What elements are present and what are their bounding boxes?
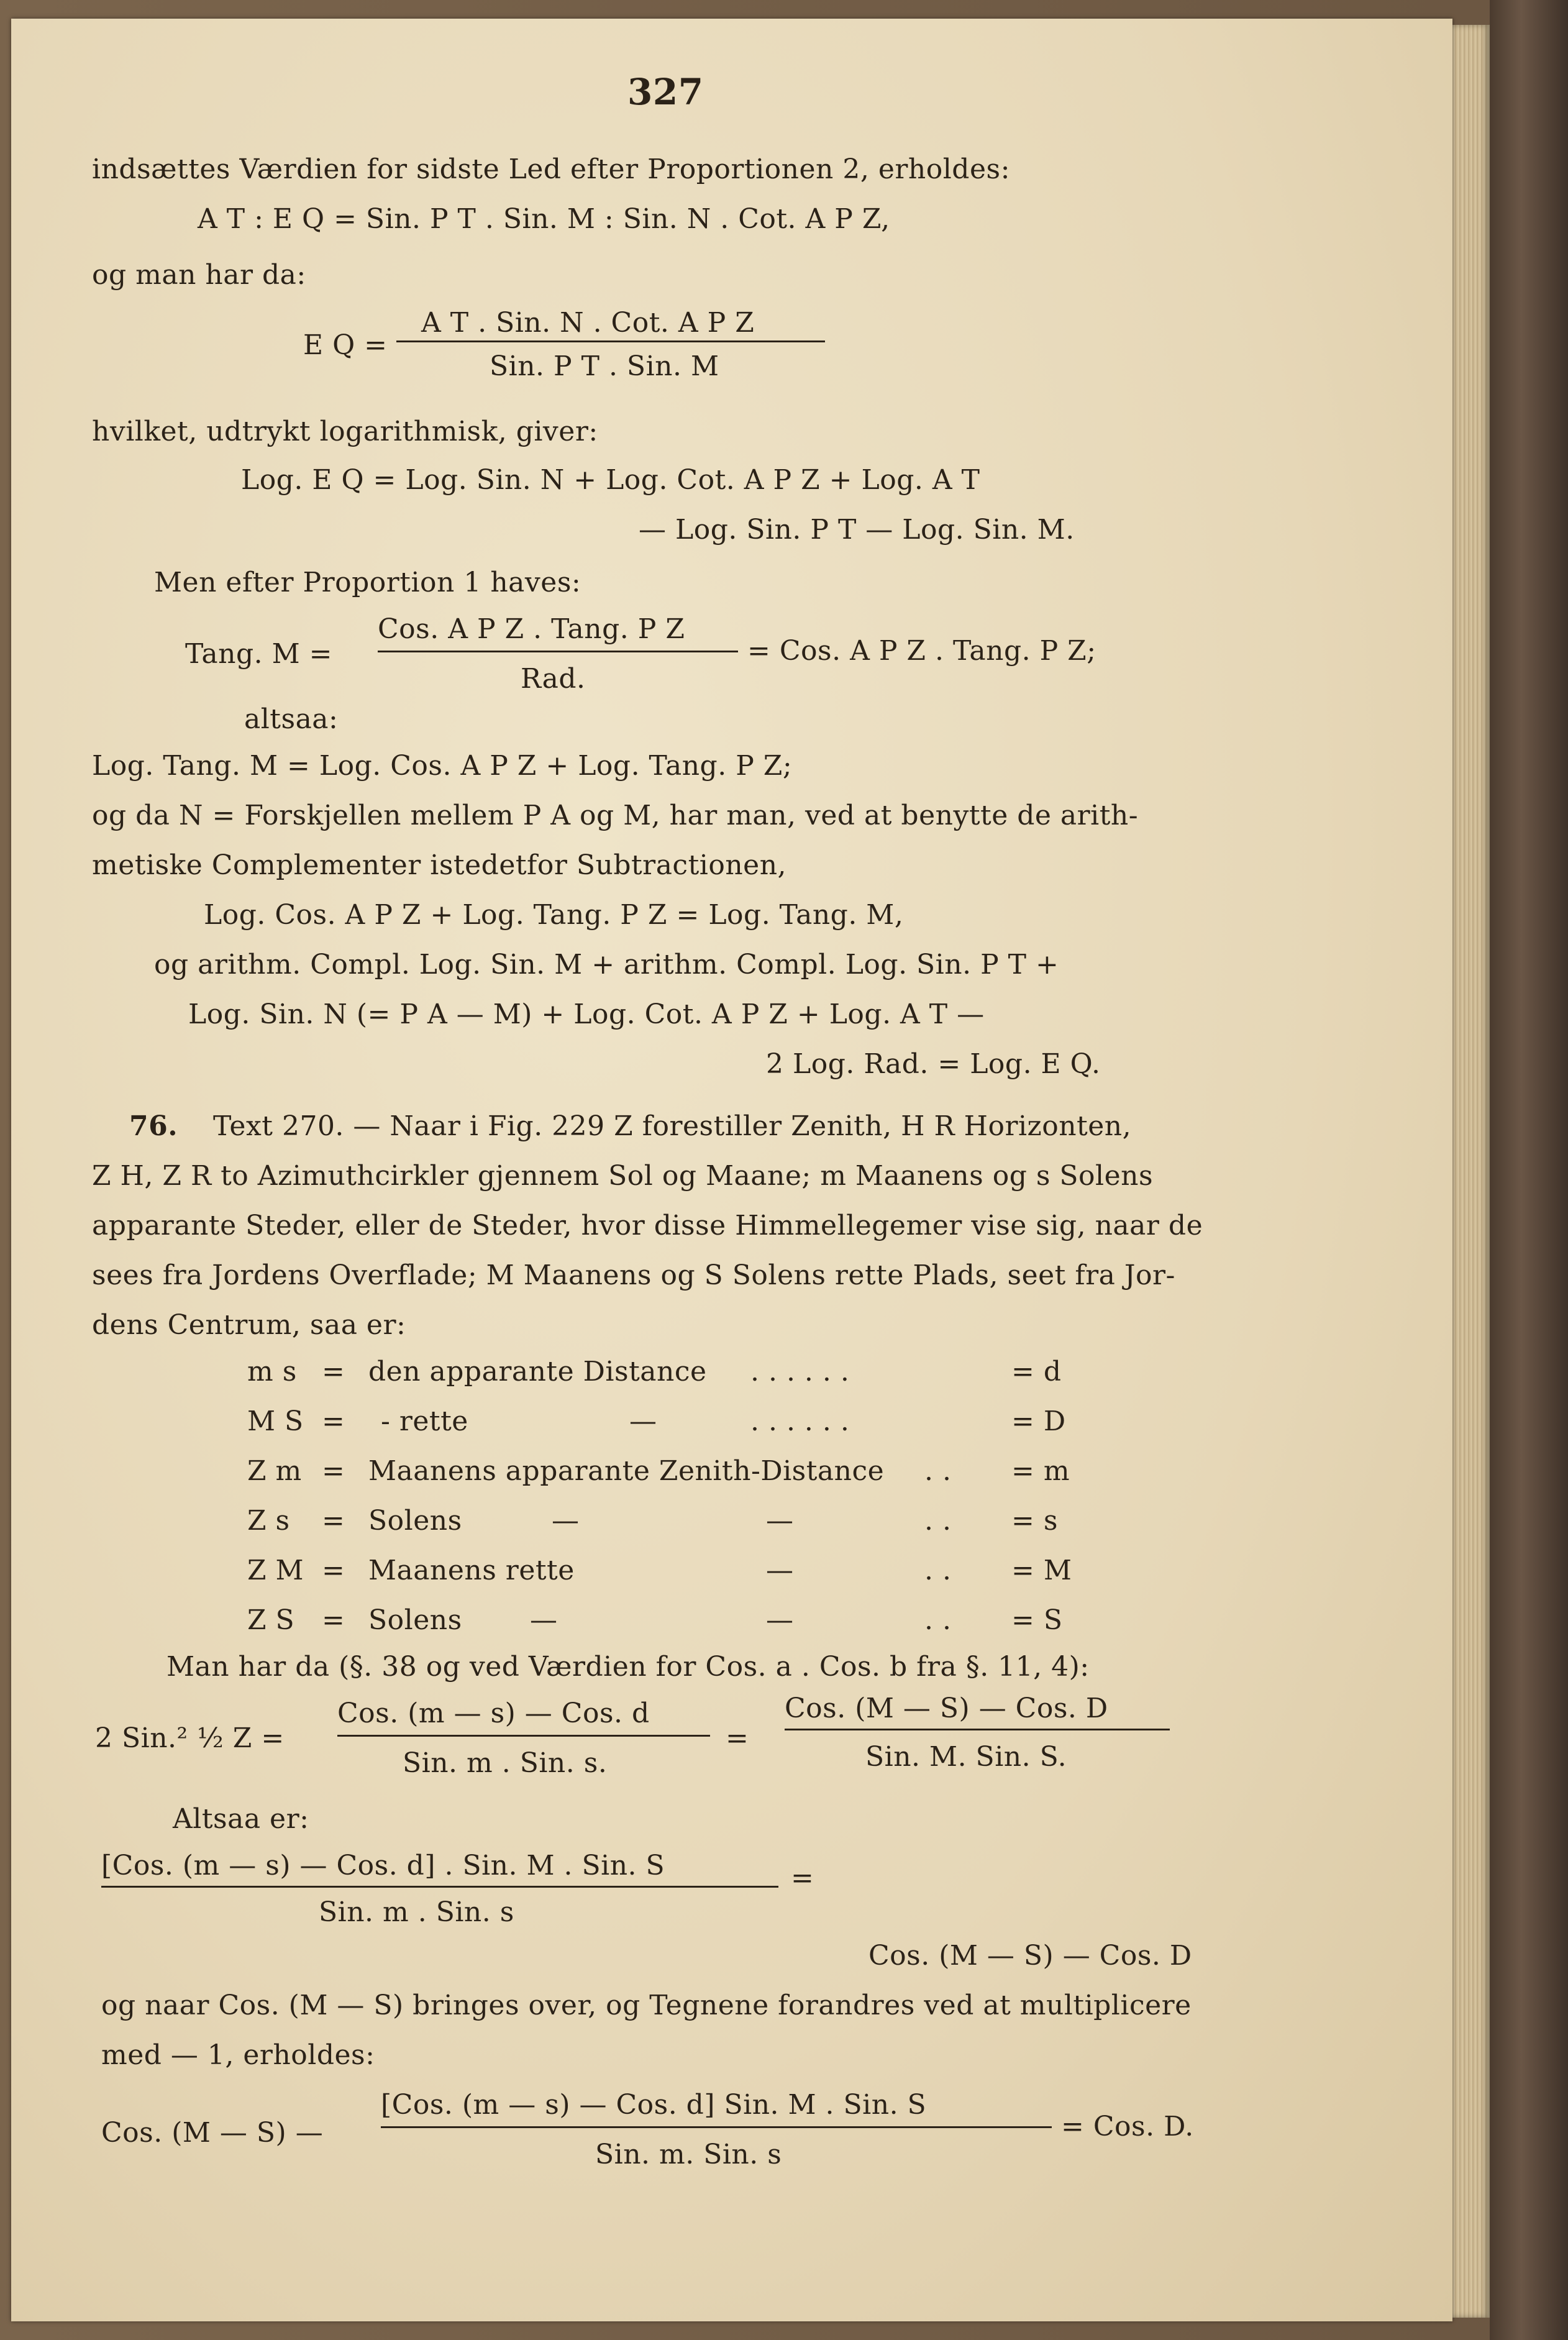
table-equals: = xyxy=(322,1505,345,1537)
text-line: sees fra Jordens Overflade; M Maanens og S Solens rette Plads, seet fra Jor- xyxy=(92,1259,1175,1291)
fraction-bar xyxy=(381,2126,1052,2128)
ditto-dash: — xyxy=(766,1604,794,1636)
text-line: Men efter Proportion 1 haves: xyxy=(154,567,581,598)
fraction-bar xyxy=(101,1886,778,1888)
fraction-bar xyxy=(337,1735,710,1737)
table-symbol: Z m xyxy=(247,1455,302,1487)
table-result: = D xyxy=(1011,1405,1066,1437)
table-equals: = xyxy=(322,1555,345,1586)
text-line: indsættes Værdien for sidste Led efter Proportionen 2, erholdes: xyxy=(92,153,1010,185)
table-description: Solens xyxy=(368,1505,462,1537)
text-line: altsaa: xyxy=(244,703,339,735)
table-symbol: Z S xyxy=(247,1604,295,1636)
table-equals: = xyxy=(322,1356,345,1387)
equation-numerator: Cos. A P Z . Tang. P Z xyxy=(378,613,685,645)
equation-equals: = xyxy=(791,1862,814,1894)
equation-line: Log. Sin. N (= P A — M) + Log. Cot. A P Z + Log. A T — xyxy=(188,999,985,1030)
text-line: med — 1, erholdes: xyxy=(101,2039,375,2071)
text-line: og da N = Forskjellen mellem P A og M, har man, ved at benytte de arith- xyxy=(92,800,1139,831)
table-description: Maanens apparante Zenith-Distance xyxy=(368,1455,885,1487)
equation-numerator: Cos. (M — S) — Cos. D xyxy=(785,1693,1108,1724)
text-line: Man har da (§. 38 og ved Værdien for Cos. a . Cos. b fra §. 11, 4): xyxy=(166,1651,1090,1683)
table-equals: = xyxy=(322,1604,345,1636)
table-description: den apparante Distance xyxy=(368,1356,707,1387)
text-line: metiske Complementer istedetfor Subtractionen, xyxy=(92,849,787,881)
table-symbol: M S xyxy=(247,1405,304,1437)
text-line: og man har da: xyxy=(92,259,306,291)
page xyxy=(11,19,1452,2321)
ditto-dash: — xyxy=(766,1505,794,1537)
equation-rhs: = Cos. D. xyxy=(1061,2111,1194,2142)
equation-lhs: E Q = xyxy=(303,329,388,361)
equation-lhs: 2 Sin.² ½ Z = xyxy=(95,1722,285,1754)
equation-numerator: Cos. (m — s) — Cos. d xyxy=(337,1698,650,1729)
table-description: Maanens rette xyxy=(368,1555,575,1586)
equation-equals: = xyxy=(726,1722,749,1754)
table-symbol: Z M xyxy=(247,1555,304,1586)
equation-numerator: [Cos. (m — s) — Cos. d] . Sin. M . Sin. S xyxy=(101,1850,665,1881)
equation-rhs: Cos. (M — S) — Cos. D xyxy=(868,1940,1192,1972)
equation-lhs: Cos. (M — S) — xyxy=(101,2117,324,2149)
equation-rhs: = Cos. A P Z . Tang. P Z; xyxy=(747,635,1096,667)
ditto-dash: — xyxy=(629,1405,657,1437)
equation-line: Log. E Q = Log. Sin. N + Log. Cot. A P Z + Log. A T xyxy=(241,464,980,496)
table-dots: . . . . . . xyxy=(750,1356,850,1387)
equation-numerator: A T . Sin. N . Cot. A P Z xyxy=(421,307,755,339)
table-description: Solens xyxy=(368,1604,462,1636)
text-line: Altsaa er: xyxy=(173,1803,309,1835)
equation-lhs: Tang. M = xyxy=(185,638,333,670)
equation-denominator: Rad. xyxy=(521,663,586,695)
table-result: = m xyxy=(1011,1455,1070,1487)
equation-line: og arithm. Compl. Log. Sin. M + arithm. Compl. Log. Sin. P T + xyxy=(154,949,1059,980)
text-line: hvilket, udtrykt logarithmisk, giver: xyxy=(92,416,598,447)
equation-line: Log. Cos. A P Z + Log. Tang. P Z = Log. Tang. M, xyxy=(204,899,904,931)
table-description: - rette xyxy=(381,1405,468,1437)
text-line: og naar Cos. (M — S) bringes over, og Tegnene forandres ved at multiplicere xyxy=(101,1990,1192,2021)
text-line: Z H, Z R to Azimuthcirkler gjennem Sol og Maane; m Maanens og s Solens xyxy=(92,1160,1154,1192)
ditto-dash: — xyxy=(530,1604,558,1636)
page-number: 327 xyxy=(627,71,704,113)
text-line: apparante Steder, eller de Steder, hvor disse Himmellegemer vise sig, naar de xyxy=(92,1210,1203,1241)
equation-denominator: Sin. m . Sin. s. xyxy=(403,1747,608,1779)
page-edges xyxy=(1452,25,1490,2318)
ditto-dash: — xyxy=(766,1555,794,1586)
table-result: = S xyxy=(1011,1604,1063,1636)
book-spine xyxy=(1490,0,1568,2340)
table-symbol: m s xyxy=(247,1356,297,1387)
fraction-bar xyxy=(785,1729,1170,1730)
table-dots: . . xyxy=(924,1604,952,1636)
equation-line: Log. Tang. M = Log. Cos. A P Z + Log. Tang. P Z; xyxy=(92,750,793,782)
section-number: 76. xyxy=(129,1110,178,1142)
equation-numerator: [Cos. (m — s) — Cos. d] Sin. M . Sin. S xyxy=(381,2089,927,2121)
table-equals: = xyxy=(322,1455,345,1487)
table-symbol: Z s xyxy=(247,1505,290,1537)
table-result: = s xyxy=(1011,1505,1058,1537)
table-dots: . . xyxy=(924,1505,952,1537)
fraction-bar xyxy=(378,651,738,652)
equation-denominator: Sin. M. Sin. S. xyxy=(865,1741,1067,1773)
equation-denominator: Sin. m. Sin. s xyxy=(595,2139,782,2170)
text-line: dens Centrum, saa er: xyxy=(92,1309,406,1341)
equation-line: — Log. Sin. P T — Log. Sin. M. xyxy=(639,514,1075,546)
fraction-bar xyxy=(396,340,825,342)
table-result: = d xyxy=(1011,1356,1062,1387)
equation-line: 2 Log. Rad. = Log. E Q. xyxy=(766,1048,1101,1080)
equation-denominator: Sin. P T . Sin. M xyxy=(490,350,719,382)
equation-line: A T : E Q = Sin. P T . Sin. M : Sin. N . Cot. A P Z, xyxy=(198,203,890,235)
ditto-dash: — xyxy=(552,1505,580,1537)
table-result: = M xyxy=(1011,1555,1072,1586)
table-equals: = xyxy=(322,1405,345,1437)
table-dots: . . xyxy=(924,1555,952,1586)
text-line: Text 270. — Naar i Fig. 229 Z forestiller Zenith, H R Horizonten, xyxy=(213,1110,1132,1142)
table-dots: . . xyxy=(924,1455,952,1487)
equation-denominator: Sin. m . Sin. s xyxy=(319,1896,514,1928)
table-dots: . . . . . . xyxy=(750,1405,850,1437)
